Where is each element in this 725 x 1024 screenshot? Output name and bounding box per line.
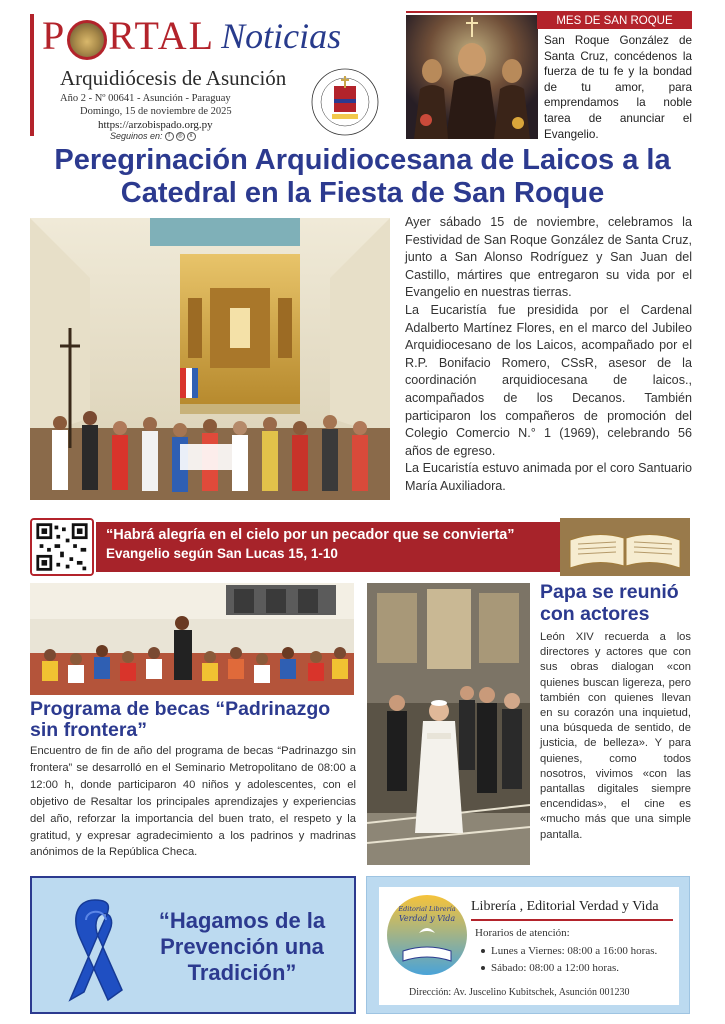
website-link[interactable]: https://arzobispado.org.py — [98, 119, 213, 131]
svg-text:Editorial Librería: Editorial Librería — [398, 905, 456, 913]
main-article-body — [405, 214, 692, 496]
logo-rtal: RTAL — [108, 13, 216, 58]
qr-code-icon[interactable] — [30, 518, 94, 576]
archdiocese-seal — [310, 62, 380, 142]
cathedral-group-photo[interactable] — [30, 218, 390, 500]
facebook-icon[interactable]: f — [165, 132, 174, 141]
social-follow — [110, 131, 196, 141]
papa-body: León XIV recuerda a los directores y actores que con sus obras dialogan «con quienes buscan ligereza, pero también con quienes llevan en su corazón una inquietud, una búsqueda de sentido, de justicia, de belleza». Y para quienes, como todos nosotros, vivimos «con las pantallas digitales siempre encendidas», el cine es «mucho más que una simple pantalla. — [540, 631, 691, 841]
masthead — [30, 10, 402, 141]
main-headline[interactable]: Peregrinación Arquidiocesana de Laicos a la Catedral en la Fiesta de San Roque — [54, 144, 671, 209]
masthead-accent-bar — [30, 14, 34, 136]
mes-san-roque-header: MES DE SAN ROQUE — [537, 13, 692, 29]
svg-text:Verdad y Vida: Verdad y Vida — [398, 914, 456, 923]
issue-info: Año 2 - Nº 00641 - Asunción - Paraguay — [60, 93, 231, 104]
follow-label: Seguinos en: — [110, 131, 163, 141]
prevention-slogan: “Hagamos de la Prevención una Tradición” — [158, 908, 326, 985]
mes-san-roque-box — [406, 11, 692, 139]
blue-ribbon-icon — [50, 890, 140, 1006]
gospel-banner — [30, 518, 690, 576]
x-icon[interactable]: x — [187, 132, 196, 141]
instagram-icon[interactable]: ◎ — [177, 132, 183, 139]
verdad-y-vida-logo — [385, 893, 469, 977]
gospel-quote: “Habrá alegría en el cielo por un pecador que se convierta” — [106, 527, 515, 543]
main-article-paragraph: La Eucaristía estuvo animada por el coro Santuario María Auxiliadora. — [405, 461, 692, 493]
publication-date: Domingo, 15 de noviembre de 2025 — [80, 106, 232, 117]
portal-noticias-logo[interactable] — [42, 12, 341, 59]
libreria-hours-saturday — [481, 962, 619, 974]
pope-actors-photo[interactable] — [367, 583, 530, 865]
open-bible-icon — [560, 518, 690, 576]
gospel-reference: Evangelio según San Lucas 15, 1-10 — [106, 546, 338, 561]
padrinazgo-kids-photo[interactable] — [30, 583, 354, 695]
libreria-hours-title: Horarios de atención: — [475, 927, 570, 939]
san-roque-martyrs-image — [406, 15, 538, 139]
archdiocese-name: Arquidiócesis de Asunción — [60, 66, 287, 90]
libreria-card[interactable] — [379, 887, 679, 1005]
libreria-hours-weekdays-text: Lunes a Viernes: 08:00 a 16:00 horas. — [491, 945, 658, 957]
main-article-paragraph: La Eucaristía fue presidida por el Cardenal Adalberto Martínez Flores, en el marco del Jubileo Arquidiocesano de los Laicos, acompañado por el R.P. Bonifacio Romero, CSsR, asesor de la coordinación arquidiocesana de laicos., acompañados de los Decanos. También participaron los compañeros de promoción del Colegio Comercio N.° 1 (1969), celebrando 56 años de egreso. — [405, 302, 692, 458]
libreria-hours-weekdays — [481, 945, 657, 957]
logo-noticias: Noticias — [221, 15, 342, 56]
padrinazgo-body: Encuentro de fin de año del programa de becas “Padrinazgo sin frontera” se desarrolló en el Seminario Metropolitano de 08:00 a 12:00 h, donde participaron 40 niños y adolescentes, con el objetivo de Resaltar los principales aprendizajes y experiencias del año, reforzar la importancia del buen trato, el respeto y la gratitud, y expresar agradecimiento a los padrinos y madrinas anónimos de la República Checa. — [30, 745, 356, 859]
libreria-name: Librería , Editorial Verdad y Vida — [471, 899, 659, 914]
logo-o-saint-medallion — [67, 20, 107, 60]
papa-title[interactable]: Papa se reunió con actores — [540, 581, 679, 625]
prevention-box — [30, 876, 356, 1014]
libreria-address: Dirección: Av. Juscelino Kubitschek, Asunción 001230 — [409, 987, 630, 998]
san-roque-prayer: San Roque González de Santa Cruz, concédenos la fuerza de tu fe y la bondad de tu amor, para emprendamos la noble tarea de anunciar el Evangelio. — [544, 34, 692, 141]
padrinazgo-title[interactable]: Programa de becas “Padrinazgo sin frontera” — [30, 698, 331, 741]
logo-p: P — [42, 13, 67, 58]
main-article-paragraph: Ayer sábado 15 de noviembre, celebramos la Festividad de San Roque González de Santa Cruz, junto a San Alonso Rodríguez y San Juan del Castillo, mártires que entregaron su vida por el Evangelio en nuestras tierras. — [405, 215, 692, 300]
libreria-ad-box — [366, 876, 690, 1014]
libreria-divider — [471, 919, 673, 921]
libreria-hours-saturday-text: Sábado: 08:00 a 12:00 horas. — [491, 962, 620, 974]
